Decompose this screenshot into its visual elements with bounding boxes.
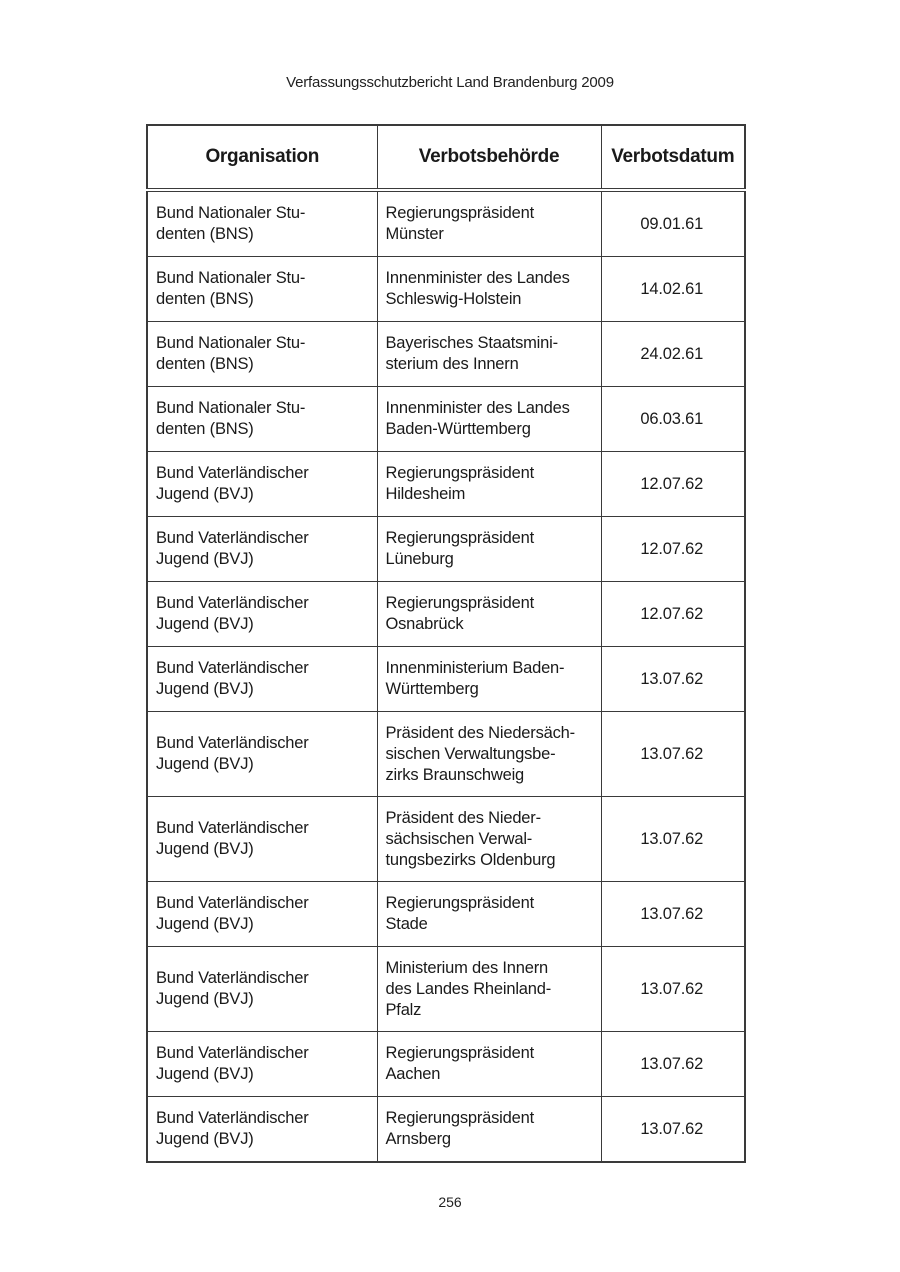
cell-authority (377, 882, 601, 947)
cell-organisation (147, 257, 377, 322)
cell-authority (377, 452, 601, 517)
cell-authority (377, 517, 601, 582)
cell-authority-line: des Landes Rheinland- (385, 979, 552, 998)
cell-authority-line: Präsident des Nieder- (385, 808, 541, 827)
cell-authority-line: Württemberg (385, 680, 479, 698)
cell-organisation-line: Bund Vaterländischer (156, 819, 309, 837)
cell-authority-line: Präsident des Niedersäch- (385, 723, 575, 742)
cell-authority-line: Innenminister des Landes (385, 269, 570, 287)
cell-organisation (147, 387, 377, 452)
cell-organisation-line: Bund Vaterländischer (156, 594, 309, 612)
running-header-title: Verfassungsschutzbericht Land Brandenburg 2009 (286, 74, 614, 91)
cell-authority-line: Regierungspräsident (385, 594, 534, 612)
cell-organisation (147, 517, 377, 582)
cell-authority-line: Baden-Württemberg (385, 420, 531, 438)
cell-authority-line: Regierungspräsident (385, 204, 534, 222)
cell-organisation (147, 1097, 377, 1163)
cell-authority-line: tungsbezirks Oldenburg (385, 850, 556, 869)
cell-organisation-line: Jugend (BVJ) (156, 990, 254, 1008)
table-row (147, 712, 745, 797)
cell-organisation (147, 452, 377, 517)
column-header-organisation: Organisation (147, 125, 377, 190)
cell-organisation (147, 322, 377, 387)
cell-authority (377, 1097, 601, 1163)
cell-authority-line: Bayerisches Staatsmini- (385, 334, 558, 352)
table-row (147, 582, 745, 647)
cell-organisation-line: Jugend (BVJ) (156, 840, 254, 858)
cell-authority-line: Ministerium des Innern (385, 958, 549, 977)
cell-authority-line: sterium des Innern (385, 355, 519, 373)
cell-authority (377, 582, 601, 647)
column-header-authority: Verbotsbehörde (377, 125, 601, 190)
ban-table (146, 124, 746, 1163)
table-row (147, 647, 745, 712)
table-header (147, 125, 745, 190)
cell-authority-line: Regierungspräsident (385, 894, 534, 912)
table-header-row (147, 125, 745, 190)
cell-organisation (147, 712, 377, 797)
cell-ban-date: 09.01.61 (601, 190, 745, 257)
cell-authority (377, 257, 601, 322)
cell-authority-line: Hildesheim (385, 485, 466, 503)
cell-organisation-line: Jugend (BVJ) (156, 485, 254, 503)
cell-organisation-line: Bund Nationaler Stu- (156, 269, 306, 287)
cell-authority (377, 947, 601, 1032)
cell-ban-date: 12.07.62 (601, 452, 745, 517)
cell-authority-line: Regierungspräsident (385, 529, 534, 547)
cell-authority (377, 712, 601, 797)
cell-authority-line: Schleswig-Holstein (385, 290, 522, 308)
cell-ban-date: 13.07.62 (601, 882, 745, 947)
column-header-date: Verbotsdatum (601, 125, 745, 190)
cell-ban-date: 12.07.62 (601, 582, 745, 647)
cell-organisation-line: Jugend (BVJ) (156, 915, 254, 933)
cell-organisation (147, 947, 377, 1032)
cell-authority-line: Regierungspräsident (385, 464, 534, 482)
cell-organisation-line: Bund Vaterländischer (156, 529, 309, 547)
cell-authority-line: Lüneburg (385, 550, 454, 568)
cell-organisation (147, 647, 377, 712)
cell-authority-line: Osnabrück (385, 615, 464, 633)
cell-organisation-line: Bund Vaterländischer (156, 464, 309, 482)
table-row (147, 190, 745, 257)
cell-organisation-line: Bund Vaterländischer (156, 659, 309, 677)
cell-organisation-line: Jugend (BVJ) (156, 680, 254, 698)
cell-organisation-line: Bund Nationaler Stu- (156, 204, 306, 222)
cell-organisation (147, 582, 377, 647)
cell-authority (377, 322, 601, 387)
cell-ban-date: 06.03.61 (601, 387, 745, 452)
cell-organisation-line: denten (BNS) (156, 290, 254, 308)
cell-organisation-line: Bund Vaterländischer (156, 969, 309, 987)
cell-authority-line: Stade (385, 915, 428, 933)
cell-ban-date: 13.07.62 (601, 797, 745, 882)
cell-organisation-line: Jugend (BVJ) (156, 1065, 254, 1083)
table-row (147, 882, 745, 947)
cell-organisation-line: Jugend (BVJ) (156, 615, 254, 633)
cell-organisation-line: denten (BNS) (156, 225, 254, 243)
table-row (147, 797, 745, 882)
cell-organisation-line: Jugend (BVJ) (156, 1130, 254, 1148)
cell-authority-line: zirks Braunschweig (385, 765, 525, 784)
cell-organisation-line: Jugend (BVJ) (156, 755, 254, 773)
table-body (147, 190, 745, 1162)
page-number: 256 (438, 1194, 462, 1210)
table-row (147, 322, 745, 387)
cell-authority-line: Münster (385, 225, 444, 243)
cell-authority (377, 797, 601, 882)
cell-organisation-line: Jugend (BVJ) (156, 550, 254, 568)
cell-authority (377, 387, 601, 452)
table-row (147, 1032, 745, 1097)
cell-organisation-line: Bund Vaterländischer (156, 1109, 309, 1127)
cell-authority-line: Innenministerium Baden- (385, 659, 565, 677)
cell-organisation (147, 797, 377, 882)
cell-organisation-line: Bund Vaterländischer (156, 734, 309, 752)
cell-authority-line: Regierungspräsident (385, 1044, 534, 1062)
cell-ban-date: 24.02.61 (601, 322, 745, 387)
cell-organisation-line: Bund Vaterländischer (156, 1044, 309, 1062)
cell-organisation-line: Bund Nationaler Stu- (156, 334, 306, 352)
cell-ban-date: 13.07.62 (601, 647, 745, 712)
cell-organisation-line: denten (BNS) (156, 420, 254, 438)
cell-ban-date: 12.07.62 (601, 517, 745, 582)
cell-authority-line: Arnsberg (385, 1130, 451, 1148)
cell-organisation (147, 1032, 377, 1097)
cell-authority-line: Aachen (385, 1065, 441, 1083)
table-row (147, 387, 745, 452)
cell-authority (377, 647, 601, 712)
cell-organisation (147, 882, 377, 947)
cell-organisation-line: denten (BNS) (156, 355, 254, 373)
cell-organisation-line: Bund Nationaler Stu- (156, 399, 306, 417)
table-row (147, 1097, 745, 1163)
cell-authority-line: Regierungspräsident (385, 1109, 534, 1127)
cell-authority-line: sächsischen Verwal- (385, 829, 533, 848)
cell-ban-date: 13.07.62 (601, 712, 745, 797)
table-row (147, 452, 745, 517)
table-row (147, 257, 745, 322)
cell-authority (377, 190, 601, 257)
cell-authority (377, 1032, 601, 1097)
cell-ban-date: 13.07.62 (601, 1032, 745, 1097)
cell-authority-line: Innenminister des Landes (385, 399, 570, 417)
cell-organisation (147, 190, 377, 257)
cell-organisation-line: Bund Vaterländischer (156, 894, 309, 912)
cell-ban-date: 13.07.62 (601, 947, 745, 1032)
table-row (147, 947, 745, 1032)
table-row (147, 517, 745, 582)
cell-authority-line: sischen Verwaltungsbe- (385, 744, 556, 763)
cell-authority-line: Pfalz (385, 1000, 422, 1019)
cell-ban-date: 14.02.61 (601, 257, 745, 322)
cell-ban-date: 13.07.62 (601, 1097, 745, 1163)
